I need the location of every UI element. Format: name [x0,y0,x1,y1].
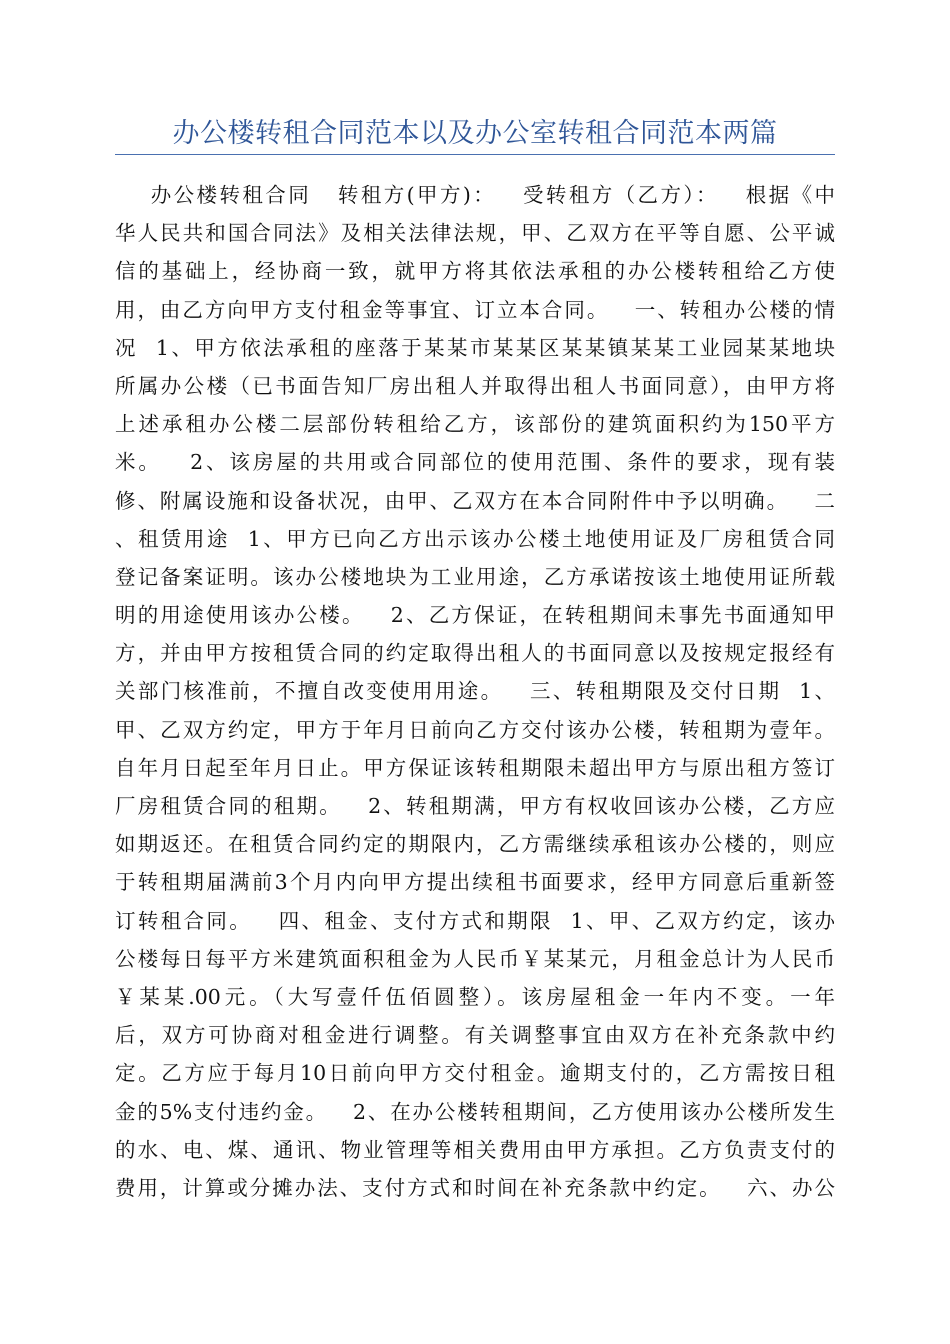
body-line: 米。 2、该房屋的共用或合同部位的使用范围、条件的要求，现有装 [115,450,835,475]
body-line: 的水、电、煤、通讯、物业管理等相关费用由甲方承担。乙方负责支付的 [115,1137,835,1162]
body-line: 公楼每日每平方米建筑面积租金为人民币￥某某元，月租金总计为人民币 [115,946,835,971]
body-line: 方，并由甲方按租赁合同的约定取得出租人的书面同意以及按规定报经有 [115,641,835,666]
body-line: 后，双方可协商对租金进行调整。有关调整事宜由双方在补充条款中约 [115,1023,835,1048]
body-line: 登记备案证明。该办公楼地块为工业用途，乙方承诺按该土地使用证所载 [115,564,835,589]
body-line: 自年月日起至年月日止。甲方保证该转租期限未超出甲方与原出租方签订 [115,755,835,780]
body-line: 关部门核准前，不擅自改变使用用途。 三、转租期限及交付日期 1、 [115,679,835,704]
body-line: 费用，计算或分摊办法、支付方式和时间在补充条款中约定。 六、办公 [115,1175,835,1200]
body-line: ￥某某.00元。（大写壹仟伍佰圆整）。该房屋租金一年内不变。一年 [115,984,835,1009]
title-underline [115,154,835,155]
body-line: 明的用途使用该办公楼。 2、乙方保证，在转租期间未事先书面通知甲 [115,603,835,628]
body-line: 、租赁用途 1、甲方已向乙方出示该办公楼土地使用证及厂房租赁合同 [115,526,835,551]
body-line: 信的基础上，经协商一致，就甲方将其依法承租的办公楼转租给乙方使 [115,259,835,284]
body-line: 甲、乙双方约定，甲方于年月日前向乙方交付该办公楼，转租期为壹年。 [115,717,835,742]
body-line: 况 1、甲方依法承租的座落于某某市某某区某某镇某某工业园某某地块 [115,335,835,360]
body-line: 定。乙方应于每月10日前向甲方交付租金。逾期支付的，乙方需按日租 [115,1061,835,1086]
document-title: 办公楼转租合同范本以及办公室转租合同范本两篇 [172,118,778,149]
body-line: 订转租合同。 四、租金、支付方式和期限 1、甲、乙双方约定，该办 [115,908,835,933]
body-line: 办公楼转租合同 转租方(甲方)： 受转租方（乙方）： 根据《中 [115,183,835,207]
document-body [115,176,835,1207]
body-line: 厂房租赁合同的租期。 2、转租期满，甲方有权收回该办公楼，乙方应 [115,794,835,818]
body-line: 金的5%支付违约金。 2、在办公楼转租期间，乙方使用该办公楼所发生 [115,1099,835,1124]
body-line: 如期返还。在租赁合同约定的期限内，乙方需继续承租该办公楼的，则应 [115,832,835,857]
body-line: 用，由乙方向甲方支付租金等事宜、订立本合同。 一、转租办公楼的情 [115,297,835,322]
body-line: 上述承租办公楼二层部份转租给乙方，该部份的建筑面积约为150平方 [115,412,835,437]
body-line: 华人民共和国合同法》及相关法律法规，甲、乙双方在平等自愿、公平诚 [115,221,835,246]
body-line: 于转租期届满前3个月内向甲方提出续租书面要求，经甲方同意后重新签 [115,870,835,895]
body-line: 修、附属设施和设备状况，由甲、乙双方在本合同附件中予以明确。 二 [115,488,835,513]
body-line: 所属办公楼（已书面告知厂房出租人并取得出租人书面同意），由甲方将 [115,373,835,398]
